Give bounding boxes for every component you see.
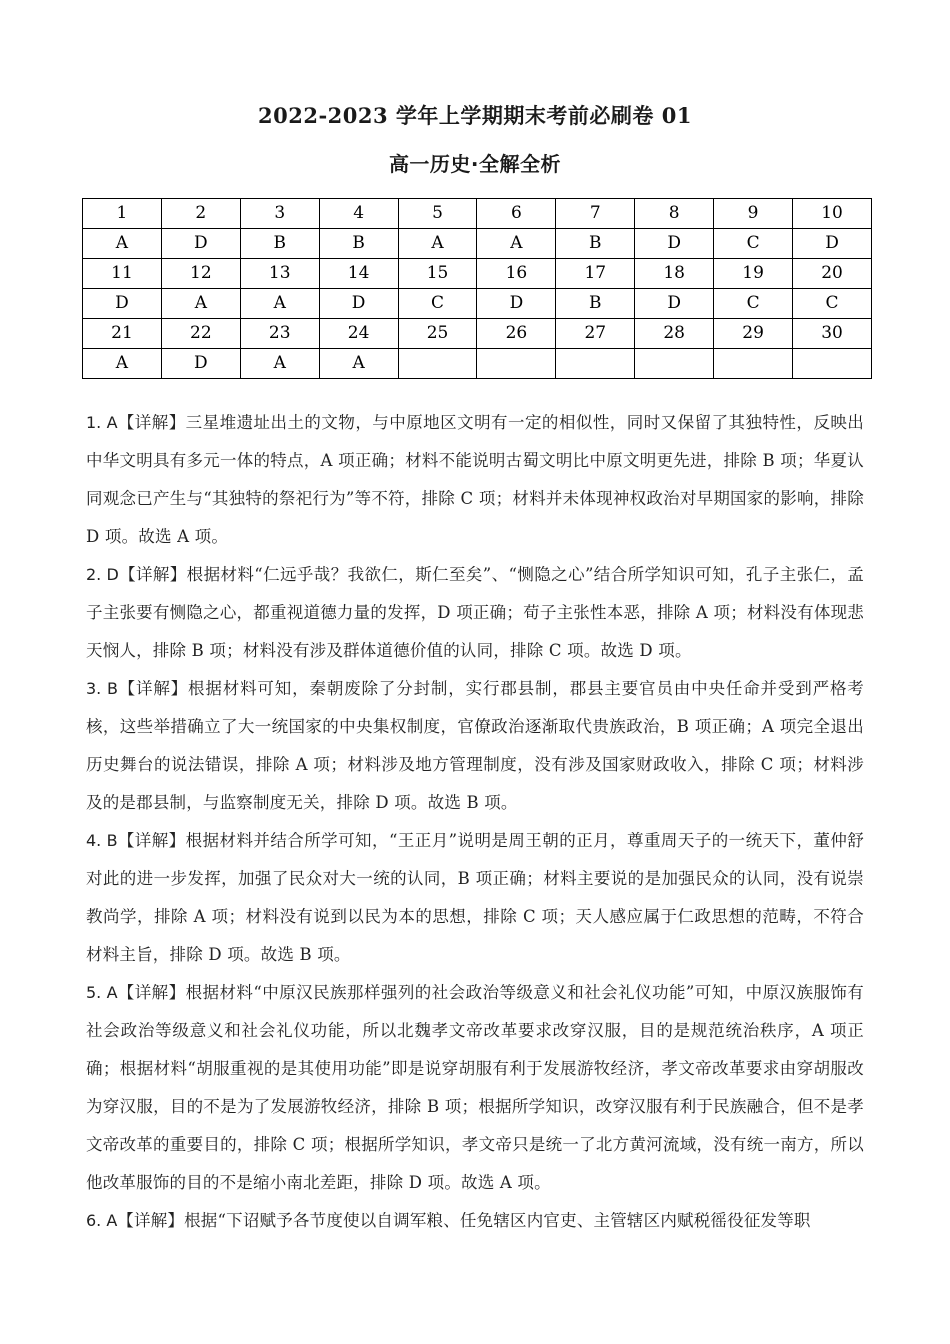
explanation-body-text: 【详解】根据材料“仁远乎哉？我欲仁，斯仁至矣”、“恻隐之心”结合所学知识可知，孔子主张仁，孟子主张要有恻隐之心，都重视道德力量的发挥，D 项正确；荀子主张性本恶，排除 A 项；材料没有体现悲天悯人，排除 B 项；材料没有涉及群体道德价值的认同，排除 C 项。故选 D 项。 xyxy=(86,565,864,660)
answer-cell xyxy=(556,349,635,379)
answer-cell: D xyxy=(635,289,714,319)
question-number-cell: 10 xyxy=(793,199,872,229)
question-number-cell: 9 xyxy=(714,199,793,229)
question-number-cell: 20 xyxy=(793,259,872,289)
explanation-paragraph xyxy=(86,404,864,556)
answer-cell xyxy=(398,349,477,379)
answer-cell: A xyxy=(83,349,162,379)
question-number-cell: 29 xyxy=(714,319,793,349)
answer-cell: A xyxy=(240,349,319,379)
explanation-answer-label: 4. B xyxy=(86,831,118,850)
page-subtitle: 高一历史·全解全析 xyxy=(388,152,562,176)
page-title: 2022-2023 学年上学期期末考前必刷卷 01 xyxy=(258,103,692,128)
answer-cell: D xyxy=(161,229,240,259)
question-number-cell: 26 xyxy=(477,319,556,349)
question-number-cell: 18 xyxy=(635,259,714,289)
answer-cell: D xyxy=(319,289,398,319)
answer-cell: D xyxy=(161,349,240,379)
answer-cell: A xyxy=(398,229,477,259)
question-number-cell: 25 xyxy=(398,319,477,349)
question-number-cell: 14 xyxy=(319,259,398,289)
answer-cell: C xyxy=(714,229,793,259)
table-row xyxy=(83,319,872,349)
answer-cell: A xyxy=(477,229,556,259)
answer-cell: B xyxy=(240,229,319,259)
answer-cell: B xyxy=(556,229,635,259)
answer-cell: B xyxy=(319,229,398,259)
answer-cell: B xyxy=(556,289,635,319)
explanation-answer-label: 1. A xyxy=(86,413,118,432)
explanation-body-text: 【详解】根据“下诏赋予各节度使以自调军粮、任免辖区内官吏、主管辖区内赋税徭役征发等职 xyxy=(117,1211,811,1230)
explanation-answer-label: 6. A xyxy=(86,1211,118,1230)
question-number-cell: 19 xyxy=(714,259,793,289)
question-number-cell: 3 xyxy=(240,199,319,229)
explanation-answer-label: 2. D xyxy=(86,565,119,584)
table-row xyxy=(83,289,872,319)
answer-cell: A xyxy=(319,349,398,379)
explanation-body-text: 【详解】根据材料并结合所学可知，“王正月”说明是周王朝的正月，尊重周天子的一统天下，董仲舒对此的进一步发挥，加强了民众对大一统的认同，B 项正确；材料主要说的是加强民众的认同，没有说崇教尚学，排除 A 项；材料没有说到以民为本的思想，排除 C 项；天人感应属于仁政思想的范畴，不符合材料主旨，排除 D 项。故选 B 项。 xyxy=(86,831,864,964)
explanations-section xyxy=(86,404,864,1240)
explanation-body-text: 【详解】根据材料“中原汉民族那样强列的社会政治等级意义和社会礼仪功能”可知，中原汉族服饰有社会政治等级意义和社会礼仪功能，所以北魏孝文帝改革要求改穿汉服，目的是规范统治秩序，A 项正确；根据材料“胡服重视的是其使用功能”即是说穿胡服有利于发展游牧经济，孝文帝改革要求由穿胡服改为穿汉服，目的不是为了发展游牧经济，排除 B 项；根据所学知识，改穿汉服有利于民族融合，但不是孝文帝改革的重要目的，排除 C 项；根据所学知识，孝文帝只是统一了北方黄河流域，没有统一南方，所以他改革服饰的目的不是缩小南北差距，排除 D 项。故选 A 项。 xyxy=(86,983,864,1192)
question-number-cell: 4 xyxy=(319,199,398,229)
question-number-cell: 1 xyxy=(83,199,162,229)
question-number-cell: 13 xyxy=(240,259,319,289)
explanation-answer-label: 5. A xyxy=(86,983,118,1002)
explanation-paragraph xyxy=(86,822,864,974)
explanation-paragraph xyxy=(86,974,864,1202)
question-number-cell: 28 xyxy=(635,319,714,349)
question-number-cell: 21 xyxy=(83,319,162,349)
question-number-cell: 8 xyxy=(635,199,714,229)
question-number-cell: 2 xyxy=(161,199,240,229)
answer-key-table xyxy=(82,198,872,379)
explanation-paragraph xyxy=(86,670,864,822)
answer-cell: D xyxy=(635,229,714,259)
question-number-cell: 12 xyxy=(161,259,240,289)
question-number-cell: 16 xyxy=(477,259,556,289)
answer-cell xyxy=(714,349,793,379)
question-number-cell: 30 xyxy=(793,319,872,349)
table-row xyxy=(83,259,872,289)
answer-cell: D xyxy=(477,289,556,319)
question-number-cell: 22 xyxy=(161,319,240,349)
page-bottom-cut xyxy=(0,1232,950,1344)
question-number-cell: 15 xyxy=(398,259,477,289)
question-number-cell: 17 xyxy=(556,259,635,289)
question-number-cell: 11 xyxy=(83,259,162,289)
question-number-cell: 24 xyxy=(319,319,398,349)
explanation-paragraph xyxy=(86,556,864,670)
explanation-body-text: 【详解】根据材料可知，秦朝废除了分封制，实行郡县制，郡县主要官员由中央任命并受到严格考核，这些举措确立了大一统国家的中央集权制度，官僚政治逐渐取代贵族政治，B 项正确；A 项完全退出历史舞台的说法错误，排除 A 项；材料涉及地方管理制度，没有涉及国家财政收入，排除 C 项；材料涉及的是郡县制，与监察制度无关，排除 D 项。故选 B 项。 xyxy=(86,679,864,812)
table-row xyxy=(83,229,872,259)
explanation-answer-label: 3. B xyxy=(86,679,118,698)
table-row xyxy=(83,199,872,229)
answer-cell: A xyxy=(240,289,319,319)
question-number-cell: 27 xyxy=(556,319,635,349)
answer-cell: D xyxy=(83,289,162,319)
explanation-body-text: 【详解】三星堆遗址出土的文物，与中原地区文明有一定的相似性，同时又保留了其独特性，反映出中华文明具有多元一体的特点，A 项正确；材料不能说明古蜀文明比中原文明更先进，排除 B 项；华夏认同观念已产生与“其独特的祭祀行为”等不符，排除 C 项；材料并未体现神权政治对早期国家的影响，排除 D 项。故选 A 项。 xyxy=(86,413,864,546)
answer-cell: A xyxy=(161,289,240,319)
question-number-cell: 23 xyxy=(240,319,319,349)
answer-cell xyxy=(793,349,872,379)
answer-cell: C xyxy=(793,289,872,319)
answer-cell: A xyxy=(83,229,162,259)
answer-cell: C xyxy=(398,289,477,319)
answer-cell: C xyxy=(714,289,793,319)
answer-table xyxy=(82,198,872,379)
table-row xyxy=(83,349,872,379)
question-number-cell: 5 xyxy=(398,199,477,229)
answer-cell xyxy=(477,349,556,379)
answer-cell xyxy=(635,349,714,379)
answer-cell: D xyxy=(793,229,872,259)
question-number-cell: 6 xyxy=(477,199,556,229)
question-number-cell: 7 xyxy=(556,199,635,229)
